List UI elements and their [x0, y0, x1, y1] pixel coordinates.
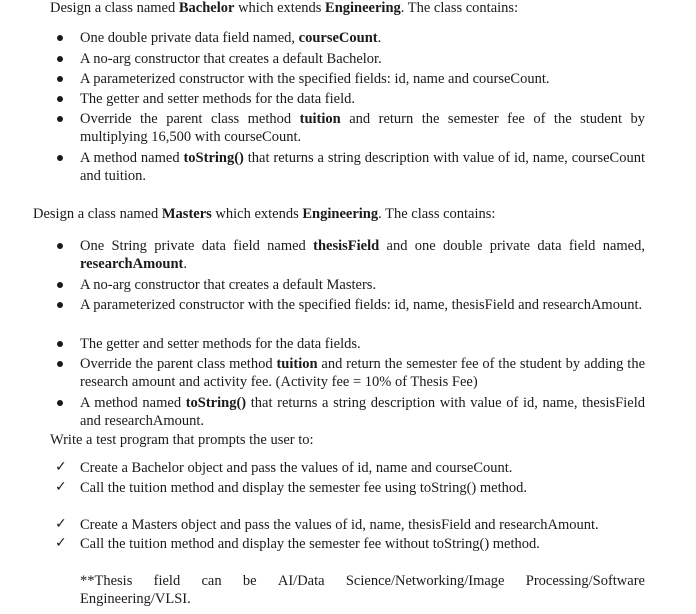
- checkmark-icon: ✓: [55, 516, 67, 532]
- bullet-dot: [57, 96, 63, 102]
- bullet-dot: [57, 56, 63, 62]
- bullet-dot: [57, 361, 63, 367]
- note-word: Science/Networking/Image: [345, 573, 505, 589]
- checkmark-icon: ✓: [55, 479, 67, 495]
- masters-item-5: Override the parent class method tuition and return the semester fee of the student by adding the research amount and activity fee. (Activity fee = 10% of Thesis Fee): [80, 356, 645, 390]
- bullet-dot: [57, 243, 63, 249]
- test-step-2: Call the tuition method and display the semester fee using toString() method.: [80, 480, 528, 496]
- masters-item-3: A parameterized constructor with the specified fields: id, name, thesisField and researchAmount.: [80, 297, 643, 313]
- bullet-dot: [57, 282, 63, 288]
- bachelor-intro: Design a class named Bachelor which extends Engineering. The class contains:: [50, 0, 519, 16]
- masters-item-6: A method named toString() that returns a string description with value of id, name, thesisField and researchAmount.: [80, 395, 645, 429]
- note-word: can: [201, 573, 222, 589]
- bullet-dot: [57, 302, 63, 308]
- test-step-3: Create a Masters object and pass the values of id, name, thesisField and researchAmount.: [80, 517, 599, 533]
- thesis-field-note: [80, 572, 645, 608]
- masters-item-4: The getter and setter methods for the data fields.: [80, 336, 361, 352]
- bachelor-item-1: One double private data field named, courseCount.: [80, 30, 382, 46]
- bachelor-item-6: A method named toString() that returns a string description with value of id, name, courseCount and tuition.: [80, 150, 645, 184]
- bullet-dot: [57, 76, 63, 82]
- note-word: AI/Data: [277, 573, 325, 589]
- bullet-dot: [57, 116, 63, 122]
- note-word: be: [242, 573, 257, 589]
- checkmark-icon: ✓: [55, 459, 67, 475]
- bullet-dot: [57, 400, 63, 406]
- bullet-dot: [57, 155, 63, 161]
- bachelor-item-4: The getter and setter methods for the data field.: [80, 91, 355, 107]
- bachelor-item-2: A no-arg constructor that creates a default Bachelor.: [80, 51, 382, 67]
- masters-item-1: One String private data field named thesisField and one double private data field named, researchAmount.: [80, 238, 645, 272]
- test-step-4: Call the tuition method and display the semester fee without toString() method.: [80, 536, 540, 552]
- bachelor-item-5: Override the parent class method tuition and return the semester fee of the student by multiplying 16,500 with courseCount.: [80, 111, 645, 145]
- masters-item-2: A no-arg constructor that creates a default Masters.: [80, 277, 377, 293]
- note-word: field: [153, 573, 181, 589]
- bachelor-item-3: A parameterized constructor with the specified fields: id, name and courseCount.: [80, 71, 550, 87]
- masters-intro: Design a class named Masters which extends Engineering. The class contains:: [33, 206, 496, 222]
- note-word: Processing/Software: [525, 573, 645, 589]
- test-intro: Write a test program that prompts the user to:: [50, 432, 314, 448]
- checkmark-icon: ✓: [55, 535, 67, 551]
- bullet-dot: [57, 341, 63, 347]
- note-line-2: Engineering/VLSI.: [80, 591, 191, 607]
- test-step-1: Create a Bachelor object and pass the values of id, name and courseCount.: [80, 460, 513, 476]
- bullet-dot: [57, 35, 63, 41]
- note-word: **Thesis: [80, 573, 133, 589]
